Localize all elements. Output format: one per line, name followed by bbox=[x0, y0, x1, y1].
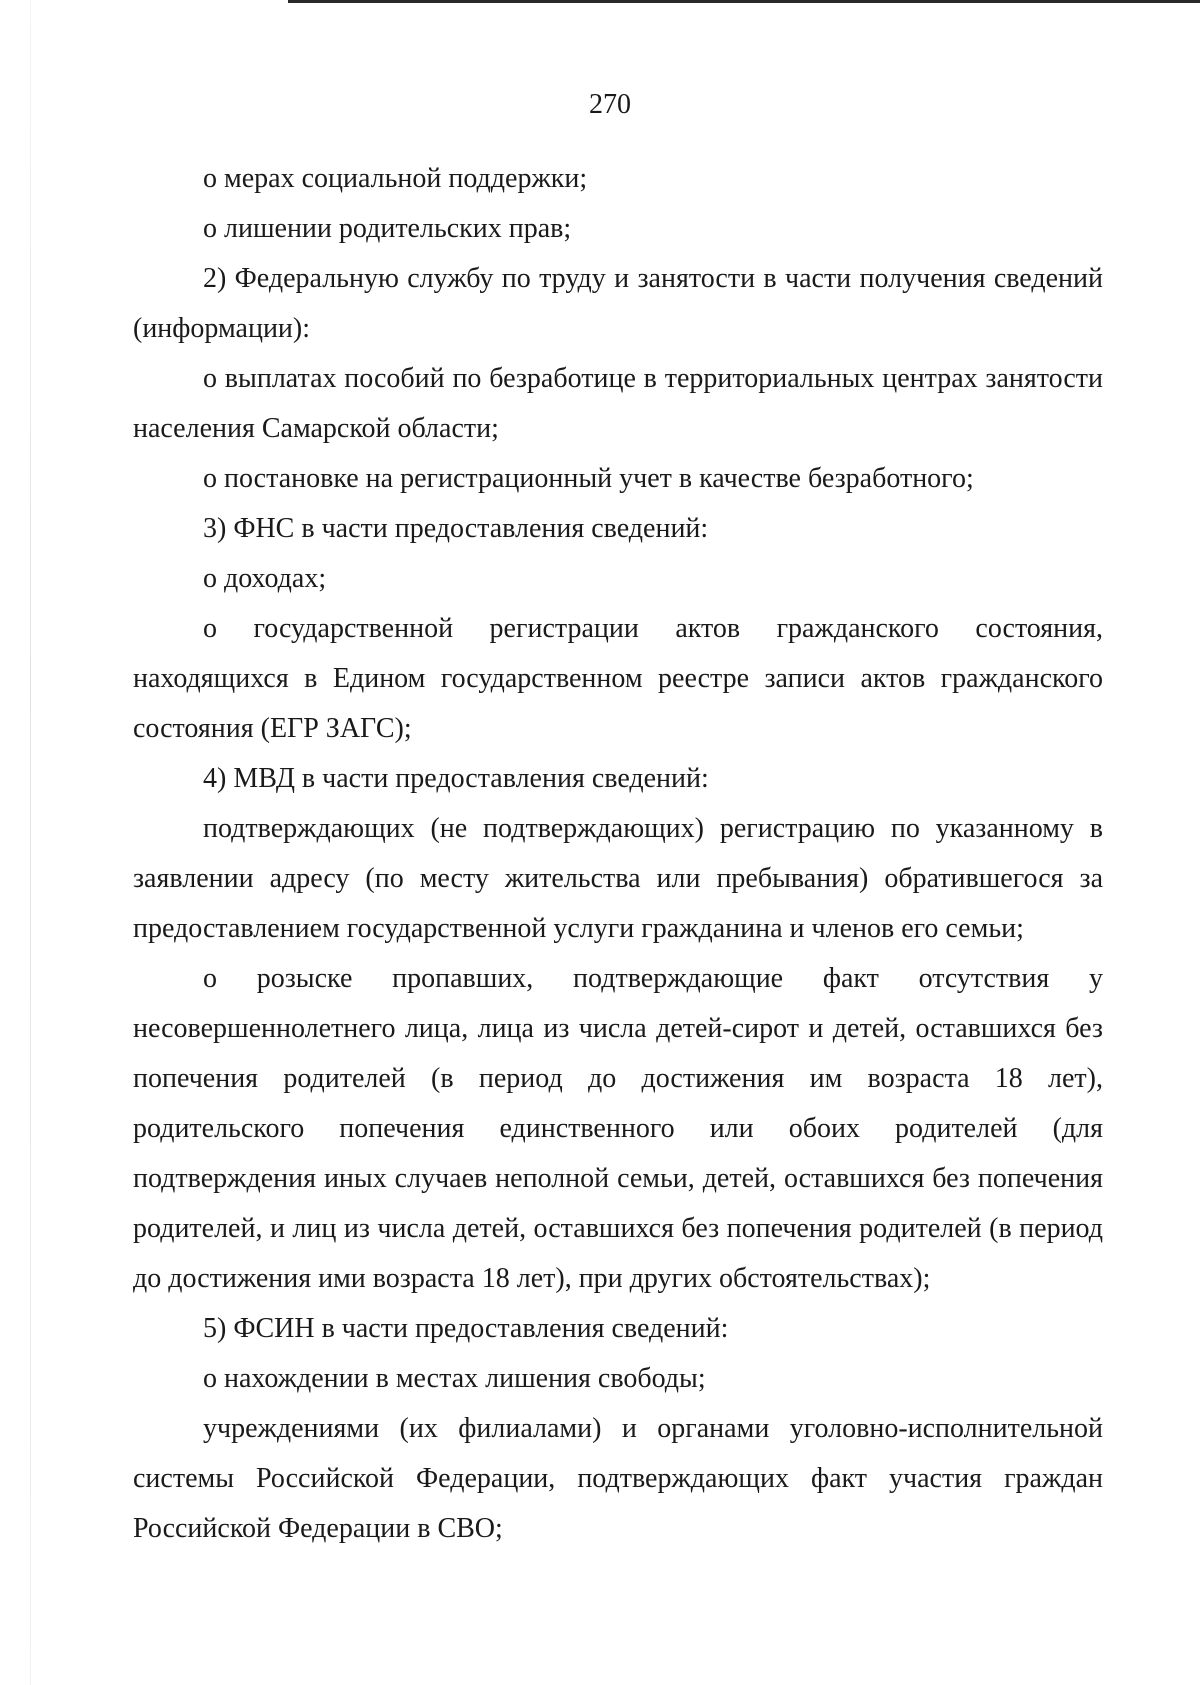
paragraph-parental-rights: о лишении родительских прав; bbox=[203, 213, 572, 244]
paragraph-social-support: о мерах социальной поддержки; bbox=[203, 163, 588, 194]
paragraph-fsin: 5) ФСИН в части предоставления сведений: bbox=[203, 1313, 729, 1344]
scan-edge bbox=[30, 0, 31, 1685]
paragraph-unemployed-registration: о постановке на регистрационный учет в качестве безработного; bbox=[203, 463, 974, 494]
paragraph-residence-registration: подтверждающих (не подтверждающих) регистрацию по указанному в заявлении адресу (по месту жительства или пребывания) обратившегося за предоставлением государственной услуги гражданина и членов его семьи; bbox=[133, 813, 1103, 944]
paragraph-unemployment-benefits: о выплатах пособий по безработице в территориальных центрах занятости населения Самарской области; bbox=[133, 363, 1103, 444]
paragraph-missing-persons: о розыске пропавших, подтверждающие факт отсутствия у несовершеннолетнего лица, лица из числа детей-сирот и детей, оставшихся без попечения родителей (в период до достижения им возраста 18 лет), родительского попечения единственного или обоих родителей (для подтверждения иных случаев неполной семьи, детей, оставшихся без попечения родителей, и лиц из числа детей, оставшихся без попечения родителей (в период до достижения ими возраста 18 лет), при других обстоятельствах); bbox=[133, 963, 1103, 1294]
paragraph-labor-service: 2) Федеральную службу по труду и занятости в части получения сведений (информации): bbox=[133, 263, 1103, 344]
paragraph-mvd: 4) МВД в части предоставления сведений: bbox=[203, 763, 709, 794]
document-body bbox=[133, 154, 1103, 1554]
paragraph-civil-registration: о государственной регистрации актов гражданского состояния, находящихся в Едином государственном реестре записи актов гражданского состояния (ЕГР ЗАГС); bbox=[133, 613, 1103, 744]
paragraph-income: о доходах; bbox=[203, 563, 327, 594]
paragraph-svo-participation: учреждениями (их филиалами) и органами уголовно-исполнительной системы Российской Федерации, подтверждающих факт участия граждан Российской Федерации в СВО; bbox=[133, 1413, 1103, 1544]
paragraph-fns: 3) ФНС в части предоставления сведений: bbox=[203, 513, 709, 544]
paragraph-imprisonment: о нахождении в местах лишения свободы; bbox=[203, 1363, 706, 1394]
page-number: 270 bbox=[589, 89, 631, 120]
top-rule bbox=[288, 0, 1200, 3]
